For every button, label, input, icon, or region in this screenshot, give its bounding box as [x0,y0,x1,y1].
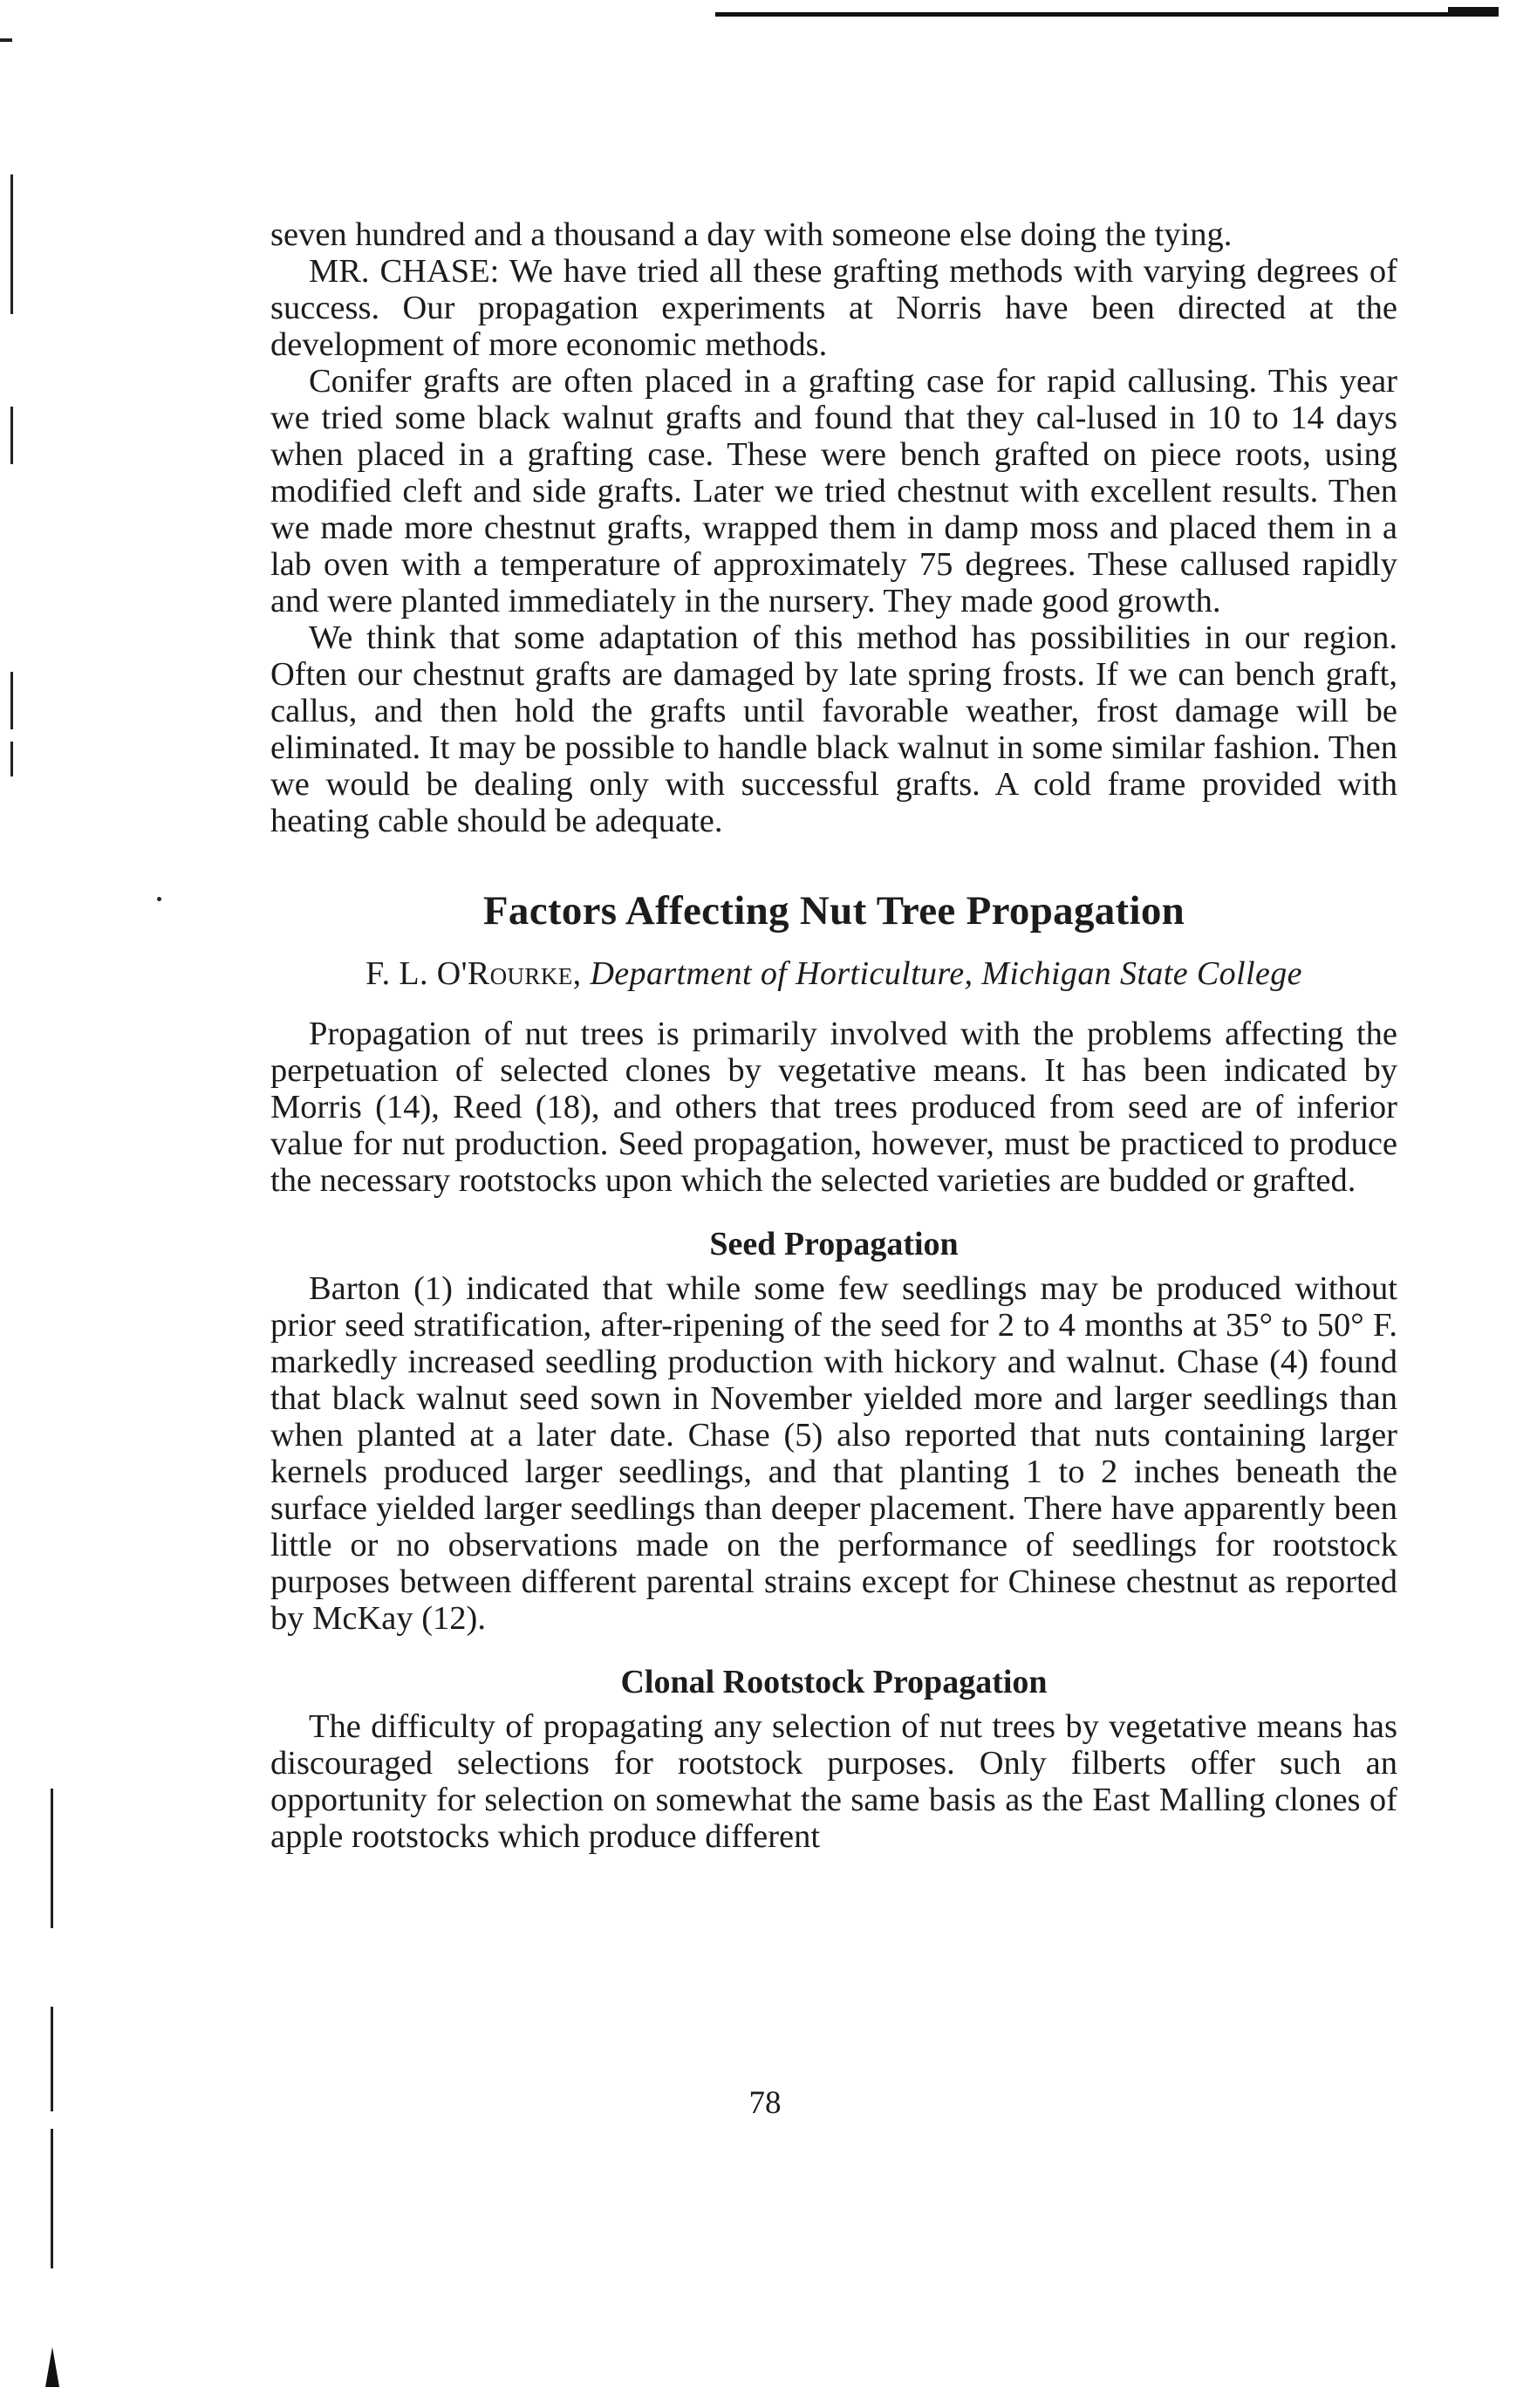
chase-paragraph-2: Conifer grafts are often placed in a grafting case for rapid callusing. This year we tried some black walnut grafts and found that they cal-lused in 10 to 14 days when placed in a grafting case. These were bench grafted on piece roots, using modified cleft and side grafts. Later we tried chestnut with excellent results. Then we made more chestnut grafts, wrapped them in damp moss and placed them in a lab oven with a temperature of approximately 75 degrees. These callused rapidly and were planted immediately in the nursery. They made good growth. [270,363,1398,619]
article-title: Factors Affecting Nut Tree Propagation [482,888,1185,934]
margin-dot [157,897,161,901]
gutter-scan-mark [10,672,13,729]
scan-artifact-mark [45,2347,59,2387]
gutter-scan-mark [10,174,13,314]
byline-spacer [270,993,1397,1016]
gutter-scan-mark [10,742,13,776]
corner-scan-mark [0,38,12,42]
gutter-scan-mark [10,407,13,464]
intro-paragraph: Propagation of nut trees is primarily involved with the problems affecting the perpetuation of selected clones by vegetative means. It has been indicated by Morris (14), Reed (18), and others that trees produced from seed are of inferior value for nut production. Seed propagation, however, must be practiced to produce the necessary rootstocks upon which the selected varieties are budded or grafted. [270,1016,1397,1199]
continuation-paragraph: seven hundred and a thousand a day with someone else doing the tying. [270,216,1233,253]
chase-paragraph-3: We think that some adaptation of this method has possibilities in our region. Often our chestnut grafts are damaged by late spring frosts. If we can bench graft, callus, and then hold the grafts until favorable weather, frost damage will be eliminated. It may be possible to handle black walnut in some similar fashion. Then we would be dealing only with successful grafts. A cold frame provided with heating cable should be adequate. [270,619,1398,839]
page-number: 78 [748,2085,782,2121]
gutter-scan-mark [51,2129,53,2268]
top-rule [715,12,1499,17]
section-heading-clonal-rootstock: Clonal Rootstock Propagation [620,1664,1048,1700]
section-heading-seed-propagation: Seed Propagation [709,1226,959,1262]
page-text-column [270,216,1397,1855]
byline [270,954,1397,993]
top-rule-cap [1448,7,1499,16]
seed-propagation-paragraph: Barton (1) indicated that while some few seedlings may be produced without prior seed stratification, after-ripening of the seed for 2 to 4 months at 35° to 50° F. markedly increased seedling production with hickory and walnut. Chase (4) found that black walnut seed sown in November yielded more and larger seedlings than when planted at a later date. Chase (5) also reported that nuts containing larger kernels produced larger seedlings, and that planting 1 to 2 inches beneath the surface yielded larger seedlings than deeper placement. There have apparently been little or no observations made on the performance of seedlings for rootstock purposes between different parental strains except for Chinese chestnut as reported by McKay (12). [270,1270,1398,1637]
chase-paragraph-1: MR. CHASE: We have tried all these grafting methods with varying degrees of success. Our propagation experiments at Norris have been directed at the development of more economic methods. [270,253,1397,363]
author-affiliation: Department of Horticulture, Michigan State College [590,955,1302,992]
clonal-rootstock-paragraph: The difficulty of propagating any selection of nut trees by vegetative means has discouraged selections for rootstock purposes. Only filberts offer such an opportunity for selection on somewhat the same basis as the East Malling clones of apple rootstocks which produce different [270,1708,1397,1855]
gutter-scan-mark [51,1789,53,1928]
author-name: F. L. O'Rourke, [365,955,582,992]
